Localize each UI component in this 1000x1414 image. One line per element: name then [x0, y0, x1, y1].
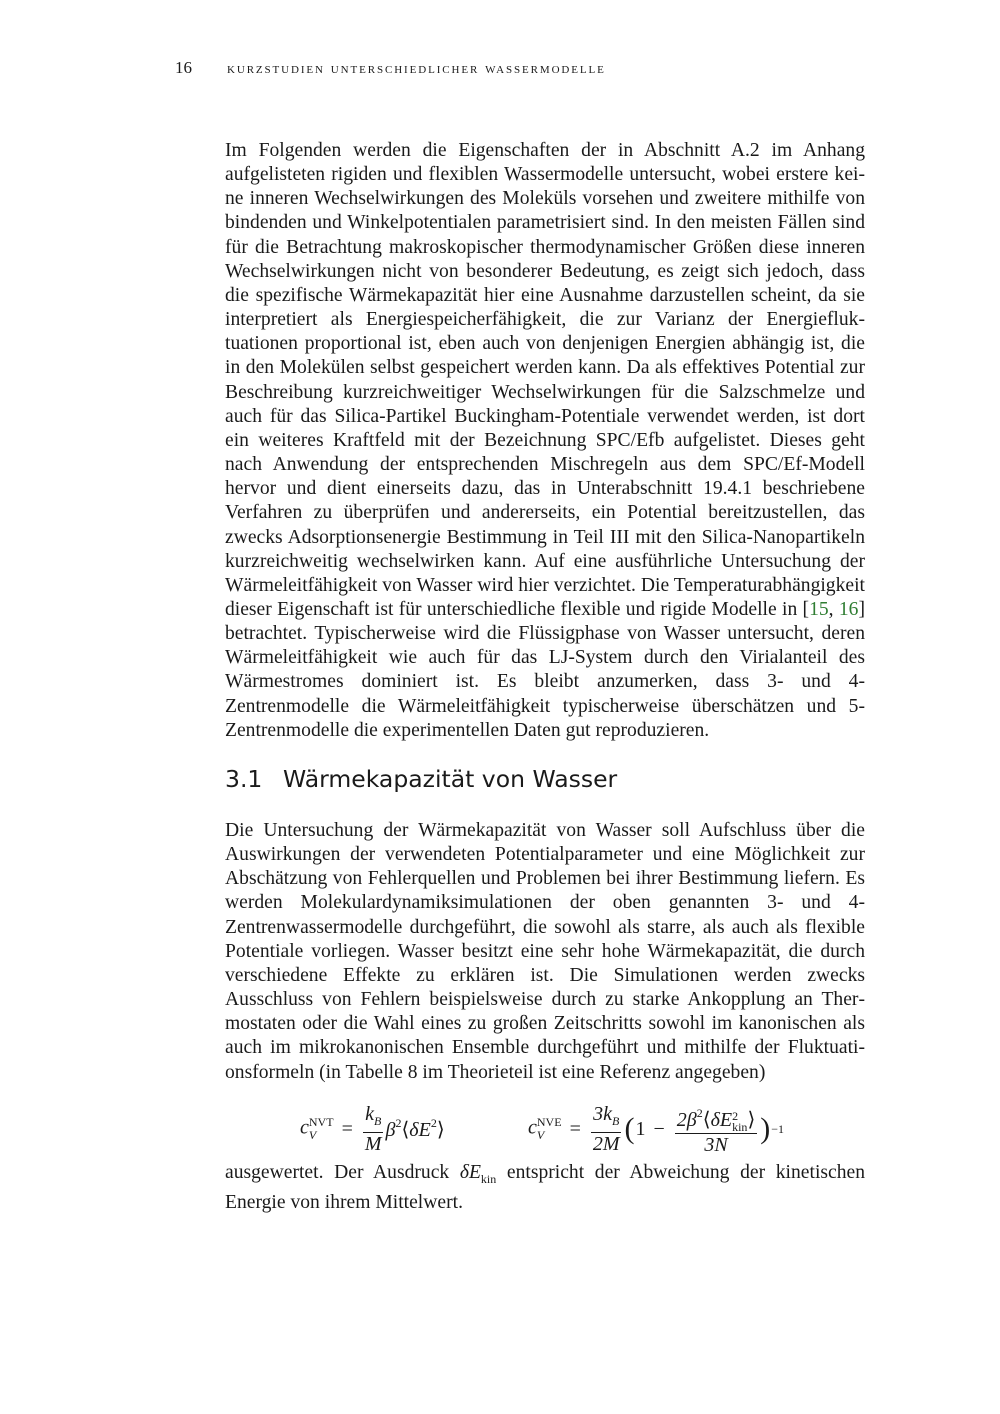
citation-separator: ,: [828, 598, 839, 620]
eq-nvt-variance-term: $\beta^2⟨\delta E^2⟩$: [385, 1116, 445, 1141]
eq-nve-lhs: c NVE V: [528, 1115, 562, 1142]
eq-nvt-equals: =: [341, 1117, 353, 1140]
closing-symbol: $\delta E_{kin}$: [459, 1162, 497, 1186]
eq-nve-equals: =: [569, 1117, 581, 1140]
closing-paragraph: [225, 1161, 865, 1215]
intro-text-2: ] betrachtet. Typischerweise wird die Flüssigphase von Wasser untersucht, deren Wärmeleitfähigkeit wie auch für das LJ-System durch den Virialanteil des Wärmestromes dominiert ist. Es bleibt anzumerken, dass 3- und 4-Zentrenmodelle die Wärmeleitfähigkeit typischerweise überschätzen und 5-Zentrenmodelle die experimentellen Daten gut reproduzieren.: [225, 598, 865, 741]
running-title: kurzstudien unterschiedlicher wassermodelle: [227, 60, 606, 77]
eq-nvt-fraction: $\frac{k_B}{M}$: [364, 1103, 382, 1155]
eq-nve-one: 1: [635, 1117, 646, 1140]
equation-cv-nvt: [300, 1100, 445, 1158]
intro-paragraph: [225, 139, 865, 743]
eq-nve-close-paren: ): [760, 1112, 771, 1145]
eq-nvt-lhs: c NVT V: [300, 1115, 334, 1142]
section-paragraph: Die Untersuchung der Wärmekapazität von Wasser soll Aufschluss über die Auswirkungen der verwendeten Potentialparameter und eine Möglichkeit zur Abschätzung von Fehlerquellen und Problemen bei ihrer Bestimmung liefern. Es werden Molekulardynamiksimulationen der oben genannten 3- und 4-Zentrenwassermodelle durchgeführt, die sowohl als starre, als auch als flexible Potentiale vorliegen. Wasser besitzt eine sehr hohe Wärmekapazität, die durch verschiedene Effekte zu erklären ist. Die Simulationen werden zwecks Ausschluss von Fehlern beispielsweise durch zu starke Ankopplung an Thermostaten oder die Wahl eines zu großen Zeitschritts sowohl im kanonischen als auch im mikrokanonischen Ensemble durchgeführt und mithilfe der Fluktuationsformeln (in Tabelle 8 im Theorieteil ist eine Referenz angegeben): [225, 820, 865, 1083]
section-heading: [225, 765, 617, 793]
eq-nve-inner-fraction: $2\beta^2⟨\delta E$ 2 kin ⟩ 3N: [675, 1102, 757, 1155]
closing-text-2: entspricht der Abweichung der kinetischen Energie von ihrem Mittelwert.: [225, 1162, 865, 1214]
eq-nve-open-paren: (: [624, 1112, 635, 1145]
eq-nve-exponent: −1: [771, 1121, 785, 1136]
eq-nve-minus: −: [653, 1117, 665, 1140]
intro-text-1: Im Folgenden werden die Eigenschaften der in Abschnitt A.2 im Anhang aufgelisteten rigiden und flexiblen Wassermodelle untersucht, wobei erstere keine inneren Wechselwirkungen des Moleküls vorsehen und zweitere mithilfe von bindenden und Winkelpotentialen parametrisiert sind. In den meisten Fällen sind für die Betrachtung makroskopischer thermodynamischer Größen diese inneren Wechselwirkungen nicht von besonderer Bedeutung, es zeigt sich jedoch, dass die spezifische Wärmekapazität hier eine Ausnahme darzustellen scheint, da sie interpretiert als Energiespeicherfähigkeit, die zur Varianz der Energiefluktuationen proportional ist, eben auch von denjenigen Energien abhängig ist, die in den Molekülen selbst gespeichert werden kann. Da als effektives Potential zur Beschreibung kurzreichweitiger Wechselwirkungen für die Salzschmelze und auch für das Silica-Partikel Buckingham-Potentiale verwendet werden, ist dort ein weiteres Kraftfeld mit der Bezeichnung SPC/Efb aufgelistet. Dieses geht nach Anwendung der entsprechenden Mischregeln aus dem SPC/Ef-Modell hervor und dient einerseits dazu, das in Unterabschnitt 19.4.1 beschriebene Verfahren zu überprüfen und andererseits, ein Potential bereitzustellen, das zwecks Adsorptionsenergie Bestimmung in Teil III mit den Silica-Nanopartikeln kurzreichweitig wechselwirken kann. Auf eine ausführliche Untersuchung der Wärmeleitfähigkeit von Wasser wird hier verzichtet. Die Temperaturabhängigkeit dieser Eigenschaft ist für unterschiedliche flexible und rigide Modelle in [: [225, 140, 865, 620]
page-number: 16: [175, 58, 192, 77]
section-title: Wärmekapazität von Wasser: [283, 765, 618, 793]
citation-link-15[interactable]: 15: [809, 598, 829, 620]
equation-block: [300, 1100, 820, 1158]
equation-cv-nve: [528, 1100, 784, 1158]
citation-link-16[interactable]: 16: [838, 598, 859, 620]
section-number: 3.1: [225, 765, 263, 793]
eq-nve-prefactor: $\frac{3k_B}{2M}$: [592, 1103, 620, 1155]
closing-text-1: ausgewertet. Der Ausdruck: [225, 1162, 460, 1183]
